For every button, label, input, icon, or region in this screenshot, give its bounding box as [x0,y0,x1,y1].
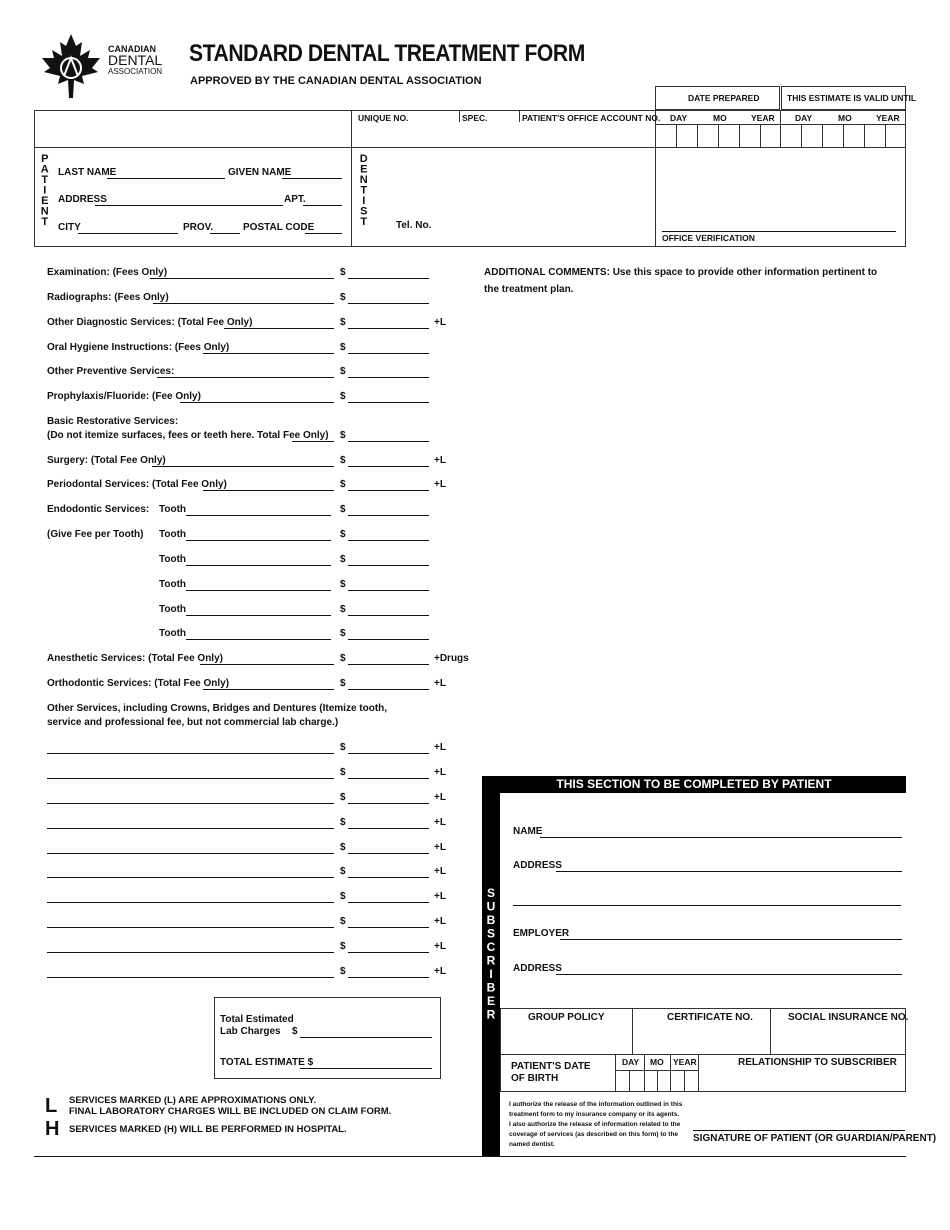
anesthetic-drugs: +Drugs [434,653,469,664]
examination-fee[interactable] [348,278,429,279]
valid-mo-label: MO [838,113,852,123]
auth-line-2: treatment form to my insurance company or its agents. [509,1111,680,1118]
auth-line-1: I authorize the release of the information outlined in this [509,1101,683,1108]
surgery-dollar: $ [340,455,346,466]
city-field[interactable] [78,233,178,234]
basic-restorative-note: (Do not itemize surfaces, fees or teeth here. Total Fee Only) [47,430,329,441]
other-preventive-dollar: $ [340,366,346,377]
other-service-desc[interactable] [47,828,334,829]
subscriber-address-field-2[interactable] [513,905,901,906]
lab-charges-field[interactable] [300,1037,432,1038]
other-service-desc[interactable] [47,753,334,754]
tooth-fee[interactable] [348,639,429,640]
periodontal-fee[interactable] [348,490,429,491]
orthodontic-lab: +L [434,678,446,689]
other-service-lab: +L [434,742,446,753]
other-service-dollar: $ [340,842,346,853]
tooth-dollar: $ [340,504,346,515]
examination-desc[interactable] [150,278,334,279]
other-service-lab: +L [434,966,446,977]
account-label: PATIENT'S OFFICE ACCOUNT NO. [522,113,661,123]
surgery-fee[interactable] [348,466,429,467]
other-preventive-fee[interactable] [348,377,429,378]
other-service-fee[interactable] [348,927,429,928]
other-service-fee[interactable] [348,803,429,804]
dentist-vertical-label: DENTIST [357,153,370,227]
other-services-label: Other Services, including Crowns, Bridges and Dentures (Itemize tooth, [47,703,388,714]
comments-line-2: the treatment plan. [484,284,574,295]
periodontal-lab: +L [434,479,446,490]
periodontal-label: Periodontal Services: (Total Fee Only) [47,479,227,490]
legend-l-line2: FINAL LABORATORY CHARGES WILL BE INCLUDED ON CLAIM FORM. [69,1106,392,1117]
employer-address-label: ADDRESS [513,963,562,974]
other-service-fee[interactable] [348,828,429,829]
other-service-dollar: $ [340,891,346,902]
dob-day-label: DAY [622,1057,640,1067]
certificate-label: CERTIFICATE NO. [667,1012,753,1023]
date-mo-label: MO [713,113,727,123]
prophylaxis-label: Prophylaxis/Fluoride: (Fee Only) [47,391,201,402]
other-service-lab: +L [434,767,446,778]
tooth-label: Tooth [159,554,187,565]
subscriber-name-label: NAME [513,826,543,837]
legend-l-letter: L [45,1095,58,1117]
lab-charges-dollar: $ [292,1026,298,1037]
radiographs-dollar: $ [340,292,346,303]
examination-label: Examination: (Fees Only) [47,267,168,278]
tooth-dollar: $ [340,529,346,540]
office-verification-label: OFFICE VERIFICATION [662,233,755,243]
other-service-lab: +L [434,866,446,877]
tooth-dollar: $ [340,554,346,565]
tooth-label: Tooth [159,604,187,615]
apt-field[interactable] [303,205,342,206]
anesthetic-dollar: $ [340,653,346,664]
tooth-desc[interactable] [186,565,331,566]
tooth-fee[interactable] [348,565,429,566]
legend-h-line: SERVICES MARKED (H) WILL BE PERFORMED IN HOSPITAL. [69,1124,347,1135]
signature-label: SIGNATURE OF PATIENT (OR GUARDIAN/PARENT) [693,1133,937,1144]
other-service-desc[interactable] [47,927,334,928]
other-service-dollar: $ [340,767,346,778]
tooth-fee[interactable] [348,515,429,516]
last-name-label: LAST NAME [58,167,117,178]
auth-line-5: named dentist. [509,1141,555,1148]
other-service-dollar: $ [340,792,346,803]
tooth-label: Tooth [159,579,187,590]
oral-hygiene-dollar: $ [340,342,346,353]
auth-line-3: I also authorize the release of information related to the [509,1121,681,1128]
other-service-desc[interactable] [47,977,334,978]
other-service-fee[interactable] [348,902,429,903]
subscriber-banner-text: THIS SECTION TO BE COMPLETED BY PATIENT [556,777,832,791]
other-preventive-desc[interactable] [157,377,334,378]
oral-hygiene-desc[interactable] [203,353,334,354]
tooth-fee[interactable] [348,615,429,616]
tooth-dollar: $ [340,579,346,590]
group-policy-label: GROUP POLICY [528,1012,605,1023]
logo-line-2: DENTAL [108,52,163,68]
other-service-fee[interactable] [348,952,429,953]
valid-until-label: THIS ESTIMATE IS VALID UNTIL [787,93,917,103]
other-service-fee[interactable] [348,753,429,754]
tooth-fee[interactable] [348,540,429,541]
last-name-field[interactable] [107,178,225,179]
tooth-dollar: $ [340,604,346,615]
total-estimate-label: TOTAL ESTIMATE $ [220,1057,314,1068]
basic-restorative-label: Basic Restorative Services: [47,416,179,427]
subscriber-vertical-label: SUBSCRIBER [484,886,498,1021]
other-service-lab: +L [434,817,446,828]
dob-label-2: OF BIRTH [511,1073,559,1084]
other-service-desc[interactable] [47,952,334,953]
tel-label: Tel. No. [396,220,432,231]
other-service-lab: +L [434,792,446,803]
orthodontic-fee[interactable] [348,689,429,690]
basic-restorative-fee[interactable] [348,441,429,442]
other-service-fee[interactable] [348,853,429,854]
postal-label: POSTAL CODE [243,222,315,233]
prophylaxis-desc[interactable] [180,402,334,403]
logo-line-1: CANADIAN [108,44,156,54]
other-service-desc[interactable] [47,803,334,804]
valid-day-label: DAY [795,113,813,123]
comments-line-1: ADDITIONAL COMMENTS: Use this space to provide other information pertinent to [484,267,878,278]
address-field[interactable] [95,205,283,206]
other-service-fee[interactable] [348,977,429,978]
other-service-fee[interactable] [348,778,429,779]
date-year-label: YEAR [751,113,775,123]
tooth-label: Tooth [159,628,187,639]
basic-restorative-desc[interactable] [292,441,334,442]
apt-label: APT. [284,194,306,205]
tooth-desc[interactable] [186,615,331,616]
office-verification-field[interactable] [662,231,896,232]
cda-logo [36,32,166,102]
tooth-label: Tooth [159,504,187,515]
subscriber-address-field[interactable] [556,871,902,872]
page-subtitle: APPROVED BY THE CANADIAN DENTAL ASSOCIATION [190,75,482,87]
prov-field[interactable] [210,233,240,234]
subscriber-name-field[interactable] [540,837,902,838]
other-service-desc[interactable] [47,902,334,903]
logo-line-3: ASSOCIATION [108,67,163,76]
endodontic-label: Endodontic Services: [47,504,150,515]
other-preventive-label: Other Preventive Services: [47,366,175,377]
other-diagnostic-lab: +L [434,317,446,328]
other-service-dollar: $ [340,866,346,877]
relationship-label: RELATIONSHIP TO SUBSCRIBER [738,1057,897,1068]
employer-address-field[interactable] [556,974,902,975]
periodontal-dollar: $ [340,479,346,490]
city-label: CITY [58,222,81,233]
tooth-fee[interactable] [348,590,429,591]
other-diagnostic-label: Other Diagnostic Services: (Total Fee Only) [47,317,253,328]
postal-field[interactable] [305,233,342,234]
other-service-lab: +L [434,941,446,952]
orthodontic-dollar: $ [340,678,346,689]
spec-label: SPEC. [462,113,488,123]
subscriber-address-label: ADDRESS [513,860,562,871]
tooth-desc[interactable] [186,515,331,516]
sin-label: SOCIAL INSURANCE NO. [788,1012,909,1023]
other-service-lab: +L [434,891,446,902]
tooth-desc[interactable] [186,590,331,591]
other-service-dollar: $ [340,742,346,753]
surgery-lab: +L [434,455,446,466]
examination-dollar: $ [340,267,346,278]
other-service-dollar: $ [340,966,346,977]
employer-field[interactable] [560,939,902,940]
other-services-note: service and professional fee, but not commercial lab charge.) [47,717,339,728]
other-service-lab: +L [434,916,446,927]
surgery-desc[interactable] [152,466,334,467]
other-service-dollar: $ [340,941,346,952]
radiographs-label: Radiographs: (Fees Only) [47,292,169,303]
tooth-label: Tooth [159,529,187,540]
oral-hygiene-fee[interactable] [348,353,429,354]
give-fee-label: (Give Fee per Tooth) [47,529,144,540]
basic-restorative-dollar: $ [340,430,346,441]
dob-year-label: YEAR [673,1057,697,1067]
anesthetic-desc[interactable] [200,664,334,665]
lab-charges-label-1: Total Estimated [220,1014,294,1025]
prophylaxis-fee[interactable] [348,402,429,403]
other-service-desc[interactable] [47,778,334,779]
other-service-desc[interactable] [47,877,334,878]
periodontal-desc[interactable] [203,490,334,491]
dob-label-1: PATIENT'S DATE [511,1061,591,1072]
orthodontic-desc[interactable] [203,689,334,690]
tooth-desc[interactable] [186,639,331,640]
signature-field[interactable] [693,1130,905,1131]
employer-label: EMPLOYER [513,928,570,939]
anesthetic-fee[interactable] [348,664,429,665]
page-title: STANDARD DENTAL TREATMENT FORM [189,40,585,67]
auth-line-4: coverage of services (as described on this form) to the [509,1131,679,1138]
maple-leaf-icon [36,32,106,102]
date-day-label: DAY [670,113,688,123]
legend-l-line1: SERVICES MARKED (L) ARE APPROXIMATIONS ONLY. [69,1095,317,1106]
tooth-desc[interactable] [186,540,331,541]
orthodontic-label: Orthodontic Services: (Total Fee Only) [47,678,230,689]
prov-label: PROV. [183,222,214,233]
other-diagnostic-fee[interactable] [348,328,429,329]
tooth-dollar: $ [340,628,346,639]
other-service-desc[interactable] [47,853,334,854]
other-service-lab: +L [434,842,446,853]
authorization-text [509,1100,682,1150]
radiographs-desc[interactable] [153,303,334,304]
patient-vertical-label: PATIENT [38,153,51,227]
total-estimate-field[interactable] [300,1068,432,1069]
radiographs-fee[interactable] [348,303,429,304]
legend-h-letter: H [45,1118,60,1140]
other-diagnostic-dollar: $ [340,317,346,328]
unique-no-label: UNIQUE NO. [358,113,409,123]
surgery-label: Surgery: (Total Fee Only) [47,455,166,466]
other-service-dollar: $ [340,817,346,828]
other-service-fee[interactable] [348,877,429,878]
prophylaxis-dollar: $ [340,391,346,402]
oral-hygiene-label: Oral Hygiene Instructions: (Fees Only) [47,342,230,353]
given-name-label: GIVEN NAME [228,167,292,178]
dob-mo-label: MO [650,1057,664,1067]
given-name-field[interactable] [282,178,342,179]
valid-year-label: YEAR [876,113,900,123]
other-diagnostic-desc[interactable] [224,328,334,329]
other-service-dollar: $ [340,916,346,927]
anesthetic-label: Anesthetic Services: (Total Fee Only) [47,653,223,664]
address-label: ADDRESS [58,194,107,205]
date-prepared-label: DATE PREPARED [688,93,760,103]
lab-charges-label-2: Lab Charges [220,1026,281,1037]
